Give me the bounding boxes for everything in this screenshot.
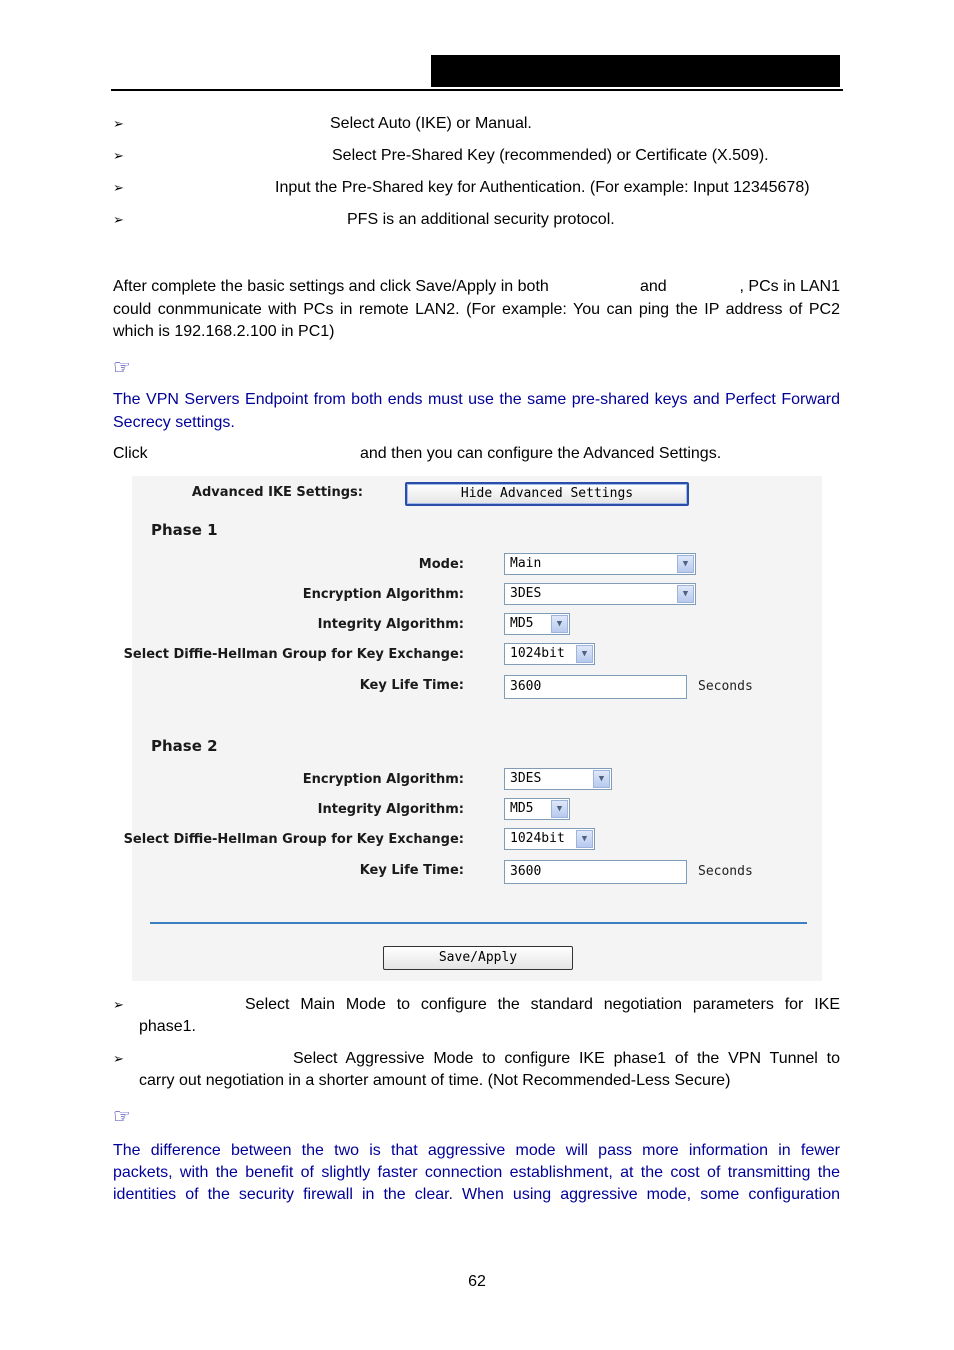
bullet-text: Input the Pre-Shared key for Authentication. (For example: Input 12345678) <box>275 179 810 196</box>
phase2-key-life-label: Key Life Time: <box>359 863 464 878</box>
header-bar <box>431 55 840 87</box>
text-run: and then you can configure the Advanced Settings. <box>360 445 722 462</box>
select-value: 1024bit <box>510 646 565 661</box>
chevron-down-icon[interactable]: ▼ <box>677 555 694 573</box>
select-value: Main <box>510 556 542 571</box>
bullet-text: Select Aggressive Mode to configure IKE phase1 of the VPN Tunnel to <box>293 1050 840 1067</box>
arrow-bullet-icon: ➢ <box>113 1051 124 1066</box>
bullet-continuation: phase1. <box>139 1018 196 1035</box>
bullet-pfs <box>113 210 840 230</box>
phase2-heading: Phase 2 <box>151 737 218 755</box>
chevron-down-icon[interactable]: ▼ <box>576 645 593 663</box>
body-paragraph <box>113 276 840 344</box>
note-line: packets, with the benefit of slightly faster connection establishment, at the cost of transmitting the <box>113 1164 840 1181</box>
phase2-encryption-label: Encryption Algorithm: <box>302 772 464 787</box>
paragraph-line: could conmmunicate with PCs in remote LAN2. (For example: You can ping the IP address of PC2 <box>113 300 840 318</box>
phase1-integrity-label: Integrity Algorithm: <box>317 617 464 632</box>
phase1-encryption-label: Encryption Algorithm: <box>302 587 464 602</box>
pointing-hand-icon: ☞ <box>113 1106 131 1128</box>
text-run: After complete the basic settings and click Save/Apply in both <box>113 278 549 295</box>
page-number: 62 <box>468 1273 486 1290</box>
phase1-key-life-input[interactable]: 3600 <box>504 675 687 699</box>
select-value: MD5 <box>510 801 534 816</box>
advanced-ike-settings-panel <box>123 476 822 981</box>
bullet-mode <box>113 114 840 134</box>
advanced-ike-label: Advanced IKE Settings: <box>191 485 363 500</box>
chevron-down-icon[interactable]: ▼ <box>677 585 694 603</box>
phase2-dh-group-label: Select Diffie-Hellman Group for Key Exchange: <box>123 832 464 847</box>
arrow-bullet-icon: ➢ <box>113 212 124 227</box>
phase1-heading: Phase 1 <box>151 521 218 539</box>
bullet-preshared-key <box>113 178 840 198</box>
note-line: identities of the security firewall in the clear. When using aggressive mode, some configuration <box>113 1186 840 1203</box>
phase2-encryption-select[interactable] <box>504 768 612 790</box>
text-run: Click <box>113 445 148 462</box>
bullet-text: Select Pre-Shared Key (recommended) or Certificate (X.509). <box>332 147 769 164</box>
arrow-bullet-icon: ➢ <box>113 180 124 195</box>
hide-advanced-settings-button[interactable]: Hide Advanced Settings <box>405 482 689 506</box>
bullet-auth-method <box>113 146 840 166</box>
bullet-text: PFS is an additional security protocol. <box>347 211 615 228</box>
pointing-hand-icon: ☞ <box>113 357 131 379</box>
bullet-text: Select Auto (IKE) or Manual. <box>330 115 532 132</box>
phase2-dh-group-select[interactable] <box>504 828 595 850</box>
select-value: 1024bit <box>510 831 565 846</box>
header-rule <box>111 89 843 91</box>
paragraph-line <box>113 276 840 299</box>
section-divider <box>150 922 807 924</box>
bullet-main-mode <box>113 995 840 1015</box>
select-value: 3DES <box>510 771 542 786</box>
bullet-aggressive-mode <box>113 1049 840 1069</box>
note-text: The VPN Servers Endpoint from both ends must use the same pre-shared keys and Perfect Forward Secrecy settings. <box>113 391 840 431</box>
arrow-bullet-icon: ➢ <box>113 997 124 1012</box>
phase1-dh-group-label: Select Diffie-Hellman Group for Key Exchange: <box>123 647 464 662</box>
note-text <box>113 1140 840 1206</box>
phase1-integrity-select[interactable] <box>504 613 570 635</box>
phase2-key-life-unit: Seconds <box>698 864 753 879</box>
bullet-continuation: carry out negotiation in a shorter amount of time. (Not Recommended-Less Secure) <box>139 1072 731 1089</box>
phase2-key-life-input[interactable]: 3600 <box>504 860 687 884</box>
select-value: MD5 <box>510 616 534 631</box>
text-run: and <box>640 278 667 295</box>
chevron-down-icon[interactable]: ▼ <box>551 615 568 633</box>
note-line: The difference between the two is that aggressive mode will pass more information in fewer <box>113 1142 840 1159</box>
phase1-key-life-unit: Seconds <box>698 679 753 694</box>
bullet-text: Select Main Mode to configure the standard negotiation parameters for IKE <box>245 996 840 1013</box>
save-apply-button[interactable]: Save/Apply <box>383 946 573 970</box>
chevron-down-icon[interactable]: ▼ <box>593 770 610 788</box>
select-value: 3DES <box>510 586 542 601</box>
phase2-integrity-select[interactable] <box>504 798 570 820</box>
phase1-key-life-label: Key Life Time: <box>359 678 464 693</box>
chevron-down-icon[interactable]: ▼ <box>576 830 593 848</box>
phase1-dh-group-select[interactable] <box>504 643 595 665</box>
phase1-encryption-select[interactable] <box>504 583 696 605</box>
arrow-bullet-icon: ➢ <box>113 148 124 163</box>
chevron-down-icon[interactable]: ▼ <box>551 800 568 818</box>
click-instruction <box>113 443 840 465</box>
paragraph-line: which is 192.168.2.100 in PC1) <box>113 323 335 340</box>
mode-select[interactable] <box>504 553 696 575</box>
mode-label: Mode: <box>418 557 464 572</box>
phase2-integrity-label: Integrity Algorithm: <box>317 802 464 817</box>
text-run: , PCs in LAN1 <box>739 278 840 295</box>
arrow-bullet-icon: ➢ <box>113 116 124 131</box>
